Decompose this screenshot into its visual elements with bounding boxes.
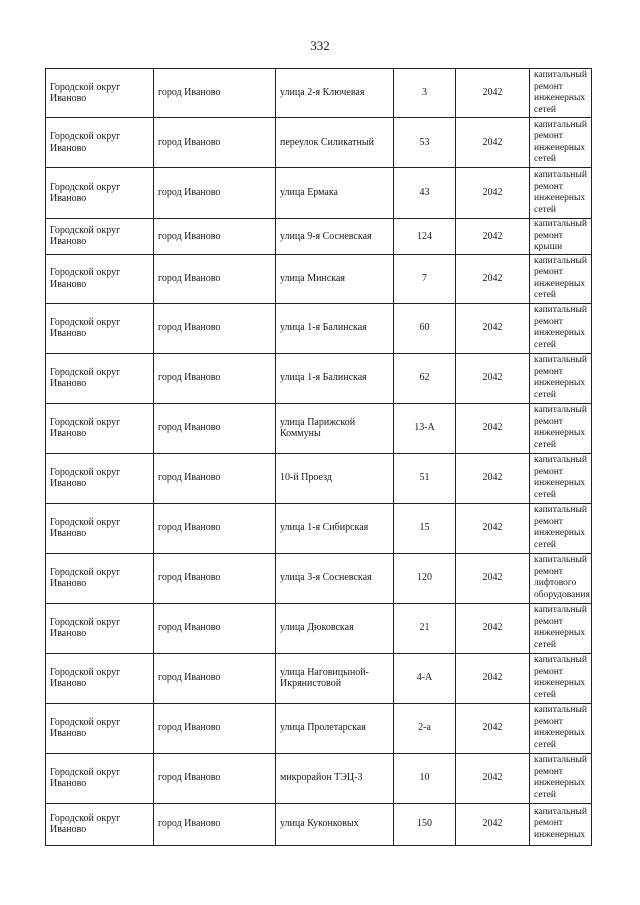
table-row <box>46 653 592 703</box>
settlement-cell: город Иваново <box>154 753 276 803</box>
street-cell: улица 2-я Ключевая <box>276 69 394 118</box>
house-number-cell: 60 <box>394 303 456 353</box>
street-cell: улица 9-я Сосневская <box>276 219 394 255</box>
work-type-cell: капитальный ремонт инженерных сетей <box>530 303 592 353</box>
work-type-cell: капитальный ремонт инженерных сетей <box>530 118 592 168</box>
street-cell: улица Парижской Коммуны <box>276 403 394 453</box>
settlement-cell: город Иваново <box>154 453 276 503</box>
house-number-cell: 21 <box>394 603 456 653</box>
year-cell: 2042 <box>456 503 530 553</box>
work-type-cell: капитальный ремонт инженерных сетей <box>530 603 592 653</box>
settlement-cell: город Иваново <box>154 168 276 219</box>
work-type-cell: капитальный ремонт инженерных сетей <box>530 353 592 403</box>
house-number-cell: 150 <box>394 803 456 845</box>
municipality-cell: Городской округ Иваново <box>46 703 154 753</box>
work-type-cell: капитальный ремонт инженерных <box>530 803 592 845</box>
year-cell: 2042 <box>456 653 530 703</box>
municipality-cell: Городской округ Иваново <box>46 553 154 603</box>
table-row <box>46 219 592 255</box>
table-row <box>46 353 592 403</box>
settlement-cell: город Иваново <box>154 353 276 403</box>
table-row <box>46 69 592 118</box>
municipality-cell: Городской округ Иваново <box>46 219 154 255</box>
house-number-cell: 7 <box>394 254 456 303</box>
house-number-cell: 10 <box>394 753 456 803</box>
table-row <box>46 753 592 803</box>
street-cell: 10-й Проезд <box>276 453 394 503</box>
settlement-cell: город Иваново <box>154 254 276 303</box>
housing-repair-table <box>45 68 592 846</box>
street-cell: улица Куконковых <box>276 803 394 845</box>
table-row <box>46 118 592 168</box>
table-row <box>46 503 592 553</box>
work-type-cell: капитальный ремонт инженерных сетей <box>530 168 592 219</box>
table-row <box>46 403 592 453</box>
municipality-cell: Городской округ Иваново <box>46 803 154 845</box>
settlement-cell: город Иваново <box>154 403 276 453</box>
settlement-cell: город Иваново <box>154 803 276 845</box>
year-cell: 2042 <box>456 803 530 845</box>
year-cell: 2042 <box>456 118 530 168</box>
municipality-cell: Городской округ Иваново <box>46 69 154 118</box>
street-cell: улица Наговицыной-Икрянистовой <box>276 653 394 703</box>
municipality-cell: Городской округ Иваново <box>46 118 154 168</box>
year-cell: 2042 <box>456 753 530 803</box>
settlement-cell: город Иваново <box>154 69 276 118</box>
municipality-cell: Городской округ Иваново <box>46 653 154 703</box>
table-row <box>46 254 592 303</box>
year-cell: 2042 <box>456 303 530 353</box>
municipality-cell: Городской округ Иваново <box>46 453 154 503</box>
house-number-cell: 43 <box>394 168 456 219</box>
work-type-cell: капитальный ремонт инженерных сетей <box>530 503 592 553</box>
table-row <box>46 303 592 353</box>
table-body <box>46 69 592 846</box>
work-type-cell: капитальный ремонт инженерных сетей <box>530 653 592 703</box>
settlement-cell: город Иваново <box>154 653 276 703</box>
settlement-cell: город Иваново <box>154 553 276 603</box>
table-row <box>46 703 592 753</box>
street-cell: улица 1-я Сибирская <box>276 503 394 553</box>
work-type-cell: капитальный ремонт инженерных сетей <box>530 254 592 303</box>
work-type-cell: капитальный ремонт инженерных сетей <box>530 453 592 503</box>
municipality-cell: Городской округ Иваново <box>46 353 154 403</box>
settlement-cell: город Иваново <box>154 118 276 168</box>
municipality-cell: Городской округ Иваново <box>46 603 154 653</box>
municipality-cell: Городской округ Иваново <box>46 168 154 219</box>
settlement-cell: город Иваново <box>154 219 276 255</box>
house-number-cell: 53 <box>394 118 456 168</box>
year-cell: 2042 <box>456 403 530 453</box>
municipality-cell: Городской округ Иваново <box>46 503 154 553</box>
settlement-cell: город Иваново <box>154 603 276 653</box>
street-cell: улица Ермака <box>276 168 394 219</box>
table-row <box>46 168 592 219</box>
house-number-cell: 120 <box>394 553 456 603</box>
street-cell: улица Дюковская <box>276 603 394 653</box>
year-cell: 2042 <box>456 703 530 753</box>
house-number-cell: 62 <box>394 353 456 403</box>
year-cell: 2042 <box>456 453 530 503</box>
table-row <box>46 603 592 653</box>
table-row <box>46 553 592 603</box>
settlement-cell: город Иваново <box>154 503 276 553</box>
street-cell: улица 3-я Сосневская <box>276 553 394 603</box>
street-cell: улица Пролетарская <box>276 703 394 753</box>
page-number: 332 <box>310 38 330 53</box>
table-row <box>46 453 592 503</box>
street-cell: переулок Силикатный <box>276 118 394 168</box>
house-number-cell: 4-А <box>394 653 456 703</box>
work-type-cell: капитальный ремонт инженерных сетей <box>530 403 592 453</box>
year-cell: 2042 <box>456 69 530 118</box>
house-number-cell: 124 <box>394 219 456 255</box>
settlement-cell: город Иваново <box>154 303 276 353</box>
house-number-cell: 15 <box>394 503 456 553</box>
house-number-cell: 51 <box>394 453 456 503</box>
table-row <box>46 803 592 845</box>
municipality-cell: Городской округ Иваново <box>46 753 154 803</box>
year-cell: 2042 <box>456 603 530 653</box>
year-cell: 2042 <box>456 254 530 303</box>
house-number-cell: 13-А <box>394 403 456 453</box>
street-cell: улица 1-я Балинская <box>276 353 394 403</box>
year-cell: 2042 <box>456 168 530 219</box>
work-type-cell: капитальный ремонт инженерных сетей <box>530 69 592 118</box>
year-cell: 2042 <box>456 553 530 603</box>
work-type-cell: капитальный ремонт инженерных сетей <box>530 753 592 803</box>
street-cell: улица 1-я Балинская <box>276 303 394 353</box>
year-cell: 2042 <box>456 353 530 403</box>
municipality-cell: Городской округ Иваново <box>46 403 154 453</box>
street-cell: микрорайон ТЭЦ-3 <box>276 753 394 803</box>
year-cell: 2042 <box>456 219 530 255</box>
municipality-cell: Городской округ Иваново <box>46 303 154 353</box>
work-type-cell: капитальный ремонт крыши <box>530 219 592 255</box>
street-cell: улица Минская <box>276 254 394 303</box>
settlement-cell: город Иваново <box>154 703 276 753</box>
work-type-cell: капитальный ремонт инженерных сетей <box>530 703 592 753</box>
municipality-cell: Городской округ Иваново <box>46 254 154 303</box>
work-type-cell: капитальный ремонт лифтового оборудования <box>530 553 592 603</box>
house-number-cell: 3 <box>394 69 456 118</box>
house-number-cell: 2-а <box>394 703 456 753</box>
